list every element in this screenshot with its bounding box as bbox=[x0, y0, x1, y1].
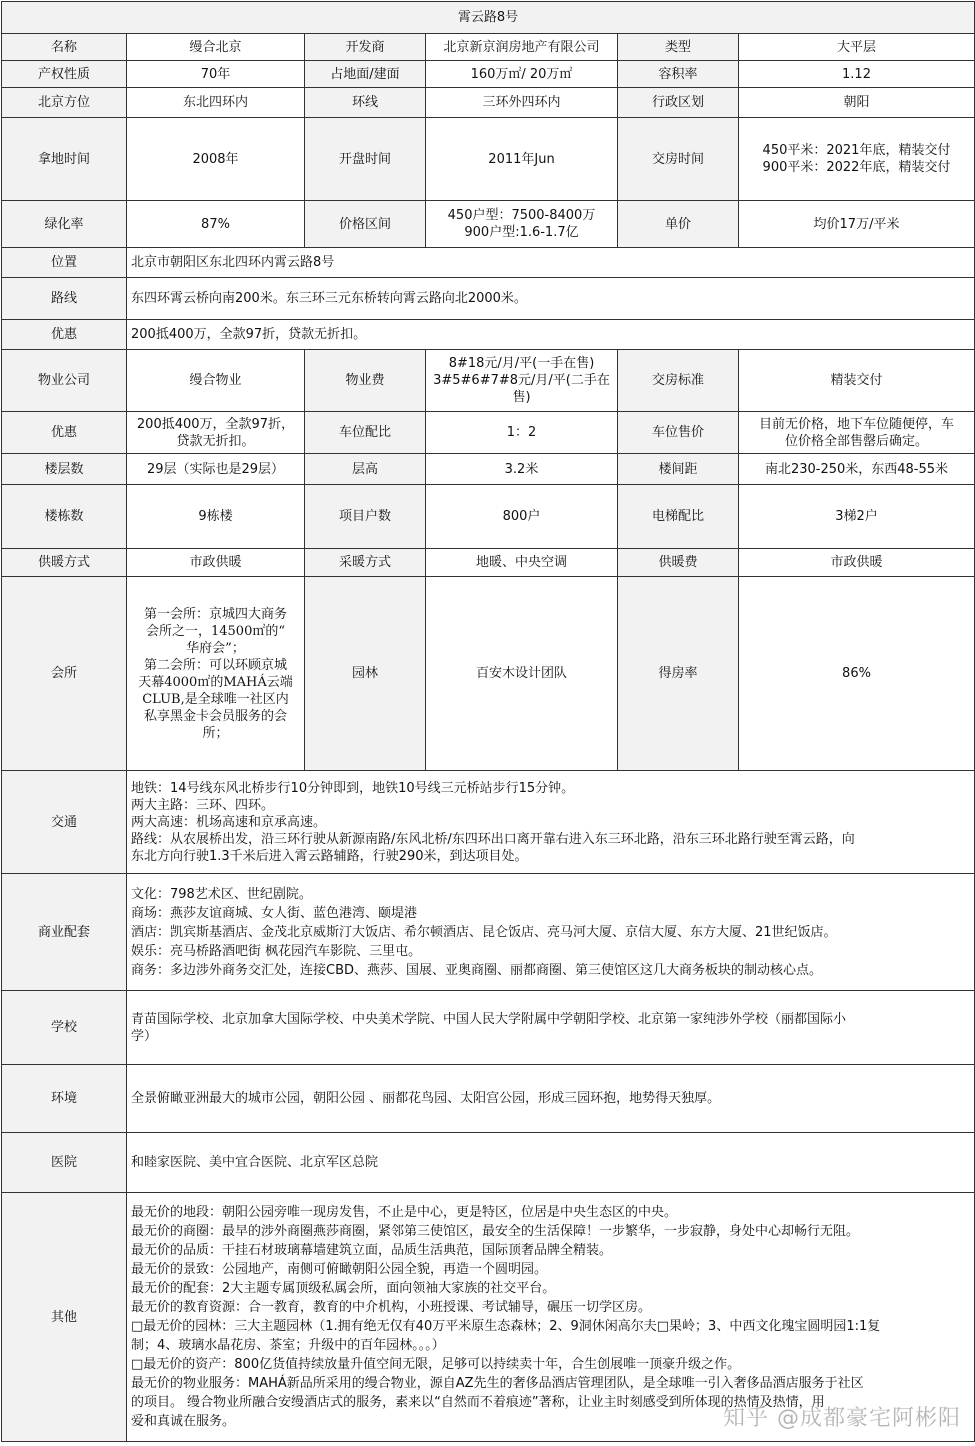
label-hospital: 医院 bbox=[2, 1133, 127, 1193]
value-delivery-standard: 精装交付 bbox=[739, 350, 975, 412]
label-heating-method: 采暖方式 bbox=[305, 549, 426, 577]
label-buildings: 楼栋数 bbox=[2, 485, 127, 549]
label-opening-date: 开盘时间 bbox=[305, 118, 426, 201]
table-row bbox=[2, 577, 975, 771]
value-usable-rate: 86% bbox=[739, 577, 975, 771]
label-building-spacing: 楼间距 bbox=[618, 454, 739, 485]
value-opening-date: 2011年Jun bbox=[426, 118, 618, 201]
label-floors: 楼层数 bbox=[2, 454, 127, 485]
label-environment: 环境 bbox=[2, 1065, 127, 1133]
value-area: 160万㎡/ 20万㎡ bbox=[426, 61, 618, 88]
table-row bbox=[2, 118, 975, 201]
label-delivery-date: 交房时间 bbox=[618, 118, 739, 201]
table-row bbox=[2, 485, 975, 549]
value-property-fee: 8#18元/月/平(一手在售) 3#5#6#7#8元/月/平(二手在 售) bbox=[426, 350, 618, 412]
value-developer: 北京新京润房地产有限公司 bbox=[426, 34, 618, 61]
value-district: 朝阳 bbox=[739, 88, 975, 118]
label-floor-height: 层高 bbox=[305, 454, 426, 485]
label-route: 路线 bbox=[2, 278, 127, 320]
value-parking-price: 目前无价格，地下车位随便停，车 位价格全部售罄后确定。 bbox=[739, 412, 975, 454]
table-row bbox=[2, 874, 975, 991]
value-others: 最无价的地段：朝阳公园旁唯一现房发售，不止是中心，更是特区，位居是中央生态区的中央。 最无价的商圈：最早的涉外商圈燕莎商圈，紧邻第三使馆区，最安全的生活保障！一步繁华，一步寂静，身处中心却畅行无阻。 最无价的品质：干挂石材玻璃幕墙建筑立面，品质生活典范，国际顶奢品牌全精装。 最无价的景致：公园地产，南侧可俯瞰朝阳公园全貌，再造一个圆明园。 最无价的配套：2大主题专属顶级私属会所，面向领袖大家族的社交平台。 最无价的教育资源：合一教育，教育的中介机构，小班授课、考试辅导，碾压一切学区房。 □最无价的园林：三大主题园林（1.拥有绝无仅有40万平米原生态森林；2、9洞休闲高尔夫□果岭；3、中西文化瑰宝圆明园1:1复 制；4、玻璃水晶花房、茶室；升级中的百年园林。。。） □最无价的资产：800亿货值持续放量升值空间无限，足够可以持续卖十年，合生创展唯一顶豪升级之作。 最无价的物业服务：MAHÁ新品所采用的缦合物业，源自AZ先生的奢侈品酒店管理团队，是全球唯一引入奢侈品酒店服务于社区 的项目。 缦合物业所融合安缦酒店式的服务，素来以“自然而不着痕迹”著称，让业主时刻感受到所体现的热情及热情，用 爱和真诚在服务。 bbox=[127, 1193, 975, 1442]
value-garden: 百安木设计团队 bbox=[426, 577, 618, 771]
table-row bbox=[2, 61, 975, 88]
value-building-spacing: 南北230-250米，东西48-55米 bbox=[739, 454, 975, 485]
table-row bbox=[2, 350, 975, 412]
label-location: 位置 bbox=[2, 248, 127, 278]
table-row bbox=[2, 88, 975, 118]
label-unit-price: 单价 bbox=[618, 201, 739, 248]
value-plot-ratio: 1.12 bbox=[739, 61, 975, 88]
table-row bbox=[2, 320, 975, 350]
value-property-right: 70年 bbox=[127, 61, 305, 88]
table-row bbox=[2, 991, 975, 1065]
table-row bbox=[2, 412, 975, 454]
table-row bbox=[2, 278, 975, 320]
table-title: 霄云路8号 bbox=[2, 2, 975, 34]
label-garden: 园林 bbox=[305, 577, 426, 771]
value-commercial: 文化：798艺术区、世纪剧院。 商场：燕莎友谊商城、女人街、蓝色港湾、颐堤港 酒店：凯宾斯基酒店、金茂北京威斯汀大饭店、希尔顿酒店、昆仑饭店、亮马河大厦、京信大厦、东方大厦、21世纪饭店。 娱乐：亮马桥路酒吧街 枫花园汽车影院、三里屯。 商务：多边涉外商务交汇处，连接CBD、燕莎、国展、亚奥商圈、丽都商圈、第三使馆区这几大商务板块的制动核心点。 bbox=[127, 874, 975, 991]
table-row bbox=[2, 549, 975, 577]
label-parking-price: 车位售价 bbox=[618, 412, 739, 454]
value-buildings: 9栋楼 bbox=[127, 485, 305, 549]
label-property-fee: 物业费 bbox=[305, 350, 426, 412]
label-discount: 优惠 bbox=[2, 320, 127, 350]
label-area: 占地面/建面 bbox=[305, 61, 426, 88]
value-floors: 29层（实际也是29层） bbox=[127, 454, 305, 485]
table-row bbox=[2, 1065, 975, 1133]
value-delivery-date: 450平米：2021年底，精装交付 900平米：2022年底，精装交付 bbox=[739, 118, 975, 201]
label-district: 行政区划 bbox=[618, 88, 739, 118]
value-environment: 全景俯瞰亚洲最大的城市公园，朝阳公园 、丽都花鸟园、太阳宫公园，形成三园环抱，地势得天独厚。 bbox=[127, 1065, 975, 1133]
label-elevator-ratio: 电梯配比 bbox=[618, 485, 739, 549]
table-row bbox=[2, 248, 975, 278]
label-ring-road: 环线 bbox=[305, 88, 426, 118]
label-households: 项目户数 bbox=[305, 485, 426, 549]
value-school: 青苗国际学校、北京加拿大国际学校、中央美术学院、中国人民大学附属中学朝阳学校、北京第一家纯涉外学校（丽都国际小 学） bbox=[127, 991, 975, 1065]
table-row bbox=[2, 454, 975, 485]
label-direction: 北京方位 bbox=[2, 88, 127, 118]
value-name: 缦合北京 bbox=[127, 34, 305, 61]
label-property-company: 物业公司 bbox=[2, 350, 127, 412]
value-heating-fee: 市政供暖 bbox=[739, 549, 975, 577]
value-parking-ratio: 1：2 bbox=[426, 412, 618, 454]
label-commercial: 商业配套 bbox=[2, 874, 127, 991]
label-school: 学校 bbox=[2, 991, 127, 1065]
value-heating-supply: 市政供暖 bbox=[127, 549, 305, 577]
value-route: 东四环霄云桥向南200米。东三环三元东桥转向霄云路向北2000米。 bbox=[127, 278, 975, 320]
label-parking-ratio: 车位配比 bbox=[305, 412, 426, 454]
watermark: 知乎 @成都豪宅阿彬阳 bbox=[723, 1406, 961, 1431]
value-green-rate: 87% bbox=[127, 201, 305, 248]
label-green-rate: 绿化率 bbox=[2, 201, 127, 248]
label-usable-rate: 得房率 bbox=[618, 577, 739, 771]
label-others: 其他 bbox=[2, 1193, 127, 1442]
label-transport: 交通 bbox=[2, 771, 127, 874]
value-floor-height: 3.2米 bbox=[426, 454, 618, 485]
value-type: 大平层 bbox=[739, 34, 975, 61]
value-price-range: 450户型：7500-8400万 900户型:1.6-1.7亿 bbox=[426, 201, 618, 248]
label-type: 类型 bbox=[618, 34, 739, 61]
label-price-range: 价格区间 bbox=[305, 201, 426, 248]
table-row bbox=[2, 34, 975, 61]
value-heating-method: 地暖、中央空调 bbox=[426, 549, 618, 577]
value-land-date: 2008年 bbox=[127, 118, 305, 201]
value-hospital: 和睦家医院、美中宜合医院、北京军区总院 bbox=[127, 1133, 975, 1193]
label-discount-2: 优惠 bbox=[2, 412, 127, 454]
label-property-right: 产权性质 bbox=[2, 61, 127, 88]
label-land-date: 拿地时间 bbox=[2, 118, 127, 201]
value-discount-2: 200抵400万，全款97折， 贷款无折扣。 bbox=[127, 412, 305, 454]
value-unit-price: 均价17万/平米 bbox=[739, 201, 975, 248]
value-households: 800户 bbox=[426, 485, 618, 549]
label-heating-supply: 供暖方式 bbox=[2, 549, 127, 577]
label-delivery-standard: 交房标准 bbox=[618, 350, 739, 412]
value-discount: 200抵400万，全款97折，贷款无折扣。 bbox=[127, 320, 975, 350]
value-ring-road: 三环外四环内 bbox=[426, 88, 618, 118]
value-property-company: 缦合物业 bbox=[127, 350, 305, 412]
table-row bbox=[2, 771, 975, 874]
value-direction: 东北四环内 bbox=[127, 88, 305, 118]
value-elevator-ratio: 3梯2户 bbox=[739, 485, 975, 549]
value-clubhouse: 第一会所：京城四大商务 会所之一，14500㎡的“ 华府会”； 第二会所：可以环顾京城 天幕4000㎡的MAHÁ云端 CLUB,是全球唯一社区内 私享黑金卡会员服务的会 所； bbox=[127, 577, 305, 771]
project-info-table bbox=[1, 1, 975, 1442]
value-transport: 地铁：14号线东风北桥步行10分钟即到，地铁10号线三元桥站步行15分钟。 两大主路：三环、四环。 两大高速：机场高速和京承高速。 路线：从农展桥出发，沿三环行驶从新源南路/东风北桥/东四环出口离开靠右进入东三环北路，沿东三环北路行驶至霄云路，向 东北方向行驶1.3千米后进入霄云路辅路，行驶290米，到达项目处。 bbox=[127, 771, 975, 874]
label-heating-fee: 供暖费 bbox=[618, 549, 739, 577]
label-clubhouse: 会所 bbox=[2, 577, 127, 771]
table-row bbox=[2, 201, 975, 248]
label-developer: 开发商 bbox=[305, 34, 426, 61]
label-name: 名称 bbox=[2, 34, 127, 61]
table-row bbox=[2, 1133, 975, 1193]
value-location: 北京市朝阳区东北四环内霄云路8号 bbox=[127, 248, 975, 278]
label-plot-ratio: 容积率 bbox=[618, 61, 739, 88]
